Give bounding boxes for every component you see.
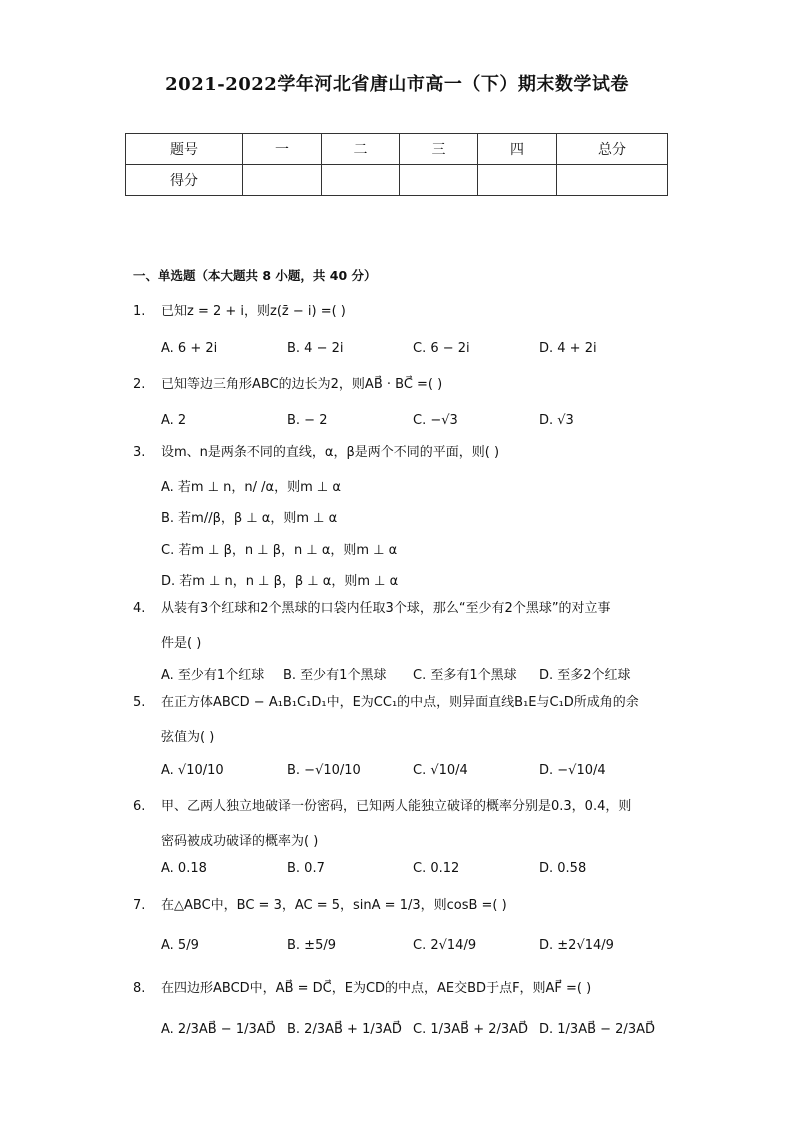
option-c: C. 6 − 2i	[413, 341, 470, 356]
option-d: D. 若m ⊥ n，n ⊥ β，β ⊥ α，则m ⊥ α	[161, 574, 399, 589]
question-stem: 已知等边三角形ABC的边长为2，则AB⃗ · BC⃗ =( )	[161, 377, 443, 392]
score-table-header-row	[126, 134, 668, 165]
header-cell: 三	[400, 134, 478, 165]
option-c: C. 2√14/9	[413, 938, 477, 953]
option-d: D. 0.58	[539, 861, 587, 876]
option-d: D. −√10/4	[539, 763, 606, 778]
option-b: B. 至少有1个黑球	[283, 668, 387, 683]
score-cell	[243, 165, 322, 196]
option-a: A. 2/3AB⃗ − 1/3AD⃗	[161, 1022, 276, 1037]
question-stem: 从装有3个红球和2个黑球的口袋内任取3个球，那么“至少有2个黑球”的对立事	[161, 601, 611, 616]
question-8	[133, 981, 591, 997]
question-5	[133, 695, 639, 711]
option-b: B. −√10/10	[287, 763, 361, 778]
option-c: C. −√3	[413, 413, 458, 428]
option-c: C. 至多有1个黑球	[413, 668, 517, 683]
question-stem-continued: 弦值为( )	[161, 730, 215, 745]
option-d: D. 1/3AB⃗ − 2/3AD⃗	[539, 1022, 655, 1037]
question-stem: 甲、乙两人独立地破译一份密码，已知两人能独立破译的概率分别是0.3，0.4，则	[161, 799, 632, 814]
score-table	[125, 133, 668, 196]
option-a: A. 6 + 2i	[161, 341, 218, 356]
score-cell	[400, 165, 478, 196]
question-stem: 设m、n是两条不同的直线，α，β是两个不同的平面，则( )	[161, 445, 500, 460]
header-cell: 二	[322, 134, 400, 165]
option-b: B. 若m//β，β ⊥ α，则m ⊥ α	[161, 511, 338, 526]
question-number: 1.	[133, 304, 146, 319]
option-d: D. √3	[539, 413, 574, 428]
option-c: C. √10/4	[413, 763, 468, 778]
option-a: A. 2	[161, 413, 187, 428]
question-stem: 在四边形ABCD中，AB⃗ = DC⃗，E为CD的中点，AE交BD于点F，则AF⃗ =( )	[161, 981, 592, 996]
question-stem-continued: 件是( )	[161, 636, 202, 651]
option-a: A. 至少有1个红球	[161, 668, 265, 683]
question-number: 3.	[133, 445, 146, 460]
option-a: A. 5/9	[161, 938, 199, 953]
question-7	[133, 898, 507, 914]
page-title: 2021-2022学年河北省唐山市高一（下）期末数学试卷	[165, 74, 629, 95]
option-a: A. √10/10	[161, 763, 224, 778]
header-cell: 题号	[126, 134, 243, 165]
option-d: D. 至多2个红球	[539, 668, 631, 683]
header-cell: 四	[478, 134, 557, 165]
section-heading: 一、单选题（本大题共 8 小题，共 40 分）	[133, 268, 377, 283]
question-number: 4.	[133, 601, 146, 616]
option-d: D. ±2√14/9	[539, 938, 614, 953]
header-cell: 总分	[557, 134, 668, 165]
question-stem: 在△ABC中，BC = 3，AC = 5，sinA = 1/3，则cosB =( )	[161, 898, 507, 913]
score-cell	[478, 165, 557, 196]
header-cell: 一	[243, 134, 322, 165]
option-d: D. 4 + 2i	[539, 341, 597, 356]
question-4	[133, 601, 611, 617]
option-b: B. ±5/9	[287, 938, 336, 953]
question-number: 8.	[133, 981, 146, 996]
option-a: A. 若m ⊥ n，n/ /α，则m ⊥ α	[161, 480, 341, 495]
question-stem-continued: 密码被成功破译的概率为( )	[161, 834, 319, 849]
score-cell	[557, 165, 668, 196]
option-b: B. − 2	[287, 413, 328, 428]
option-b: B. 2/3AB⃗ + 1/3AD⃗	[287, 1022, 402, 1037]
option-b: B. 0.7	[287, 861, 325, 876]
question-3	[133, 445, 499, 461]
option-c: C. 0.12	[413, 861, 460, 876]
question-6	[133, 799, 631, 815]
question-stem: 已知z = 2 + i，则z(z̄ − i) =( )	[161, 304, 346, 319]
option-b: B. 4 − 2i	[287, 341, 344, 356]
option-c: C. 若m ⊥ β，n ⊥ β，n ⊥ α，则m ⊥ α	[161, 543, 398, 558]
question-1	[133, 304, 346, 320]
option-c: C. 1/3AB⃗ + 2/3AD⃗	[413, 1022, 529, 1037]
option-a: A. 0.18	[161, 861, 207, 876]
question-number: 7.	[133, 898, 146, 913]
question-number: 6.	[133, 799, 146, 814]
question-number: 2.	[133, 377, 146, 392]
question-2	[133, 377, 442, 393]
question-number: 5.	[133, 695, 146, 710]
score-cell	[322, 165, 400, 196]
score-label-cell: 得分	[126, 165, 243, 196]
score-table-score-row	[126, 165, 668, 196]
question-stem: 在正方体ABCD − A₁B₁C₁D₁中，E为CC₁的中点，则异面直线B₁E与C₁D所成角的余	[161, 695, 639, 710]
